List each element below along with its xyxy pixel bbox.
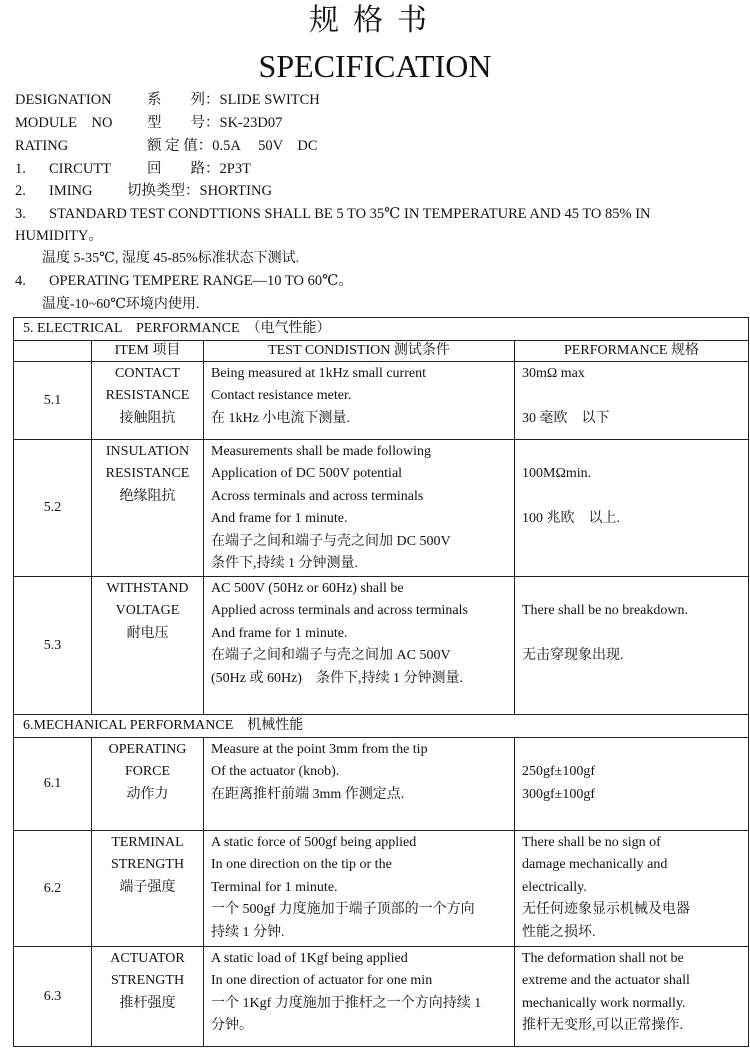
row-condition: Being measured at 1kHz small current Contact resistance meter. 在 1kHz 小电流下测量. [204, 362, 515, 440]
circuit-value: 2P3T [219, 161, 251, 177]
circuit-num: 1. [15, 161, 26, 177]
row-item: ACTUATOR STRENGTH 推杆强度 [92, 947, 204, 1047]
rating-value: 0.5A 50V DC [212, 138, 318, 154]
table-row [14, 947, 749, 1047]
circuit-label: CIRCUTT [49, 161, 112, 177]
item3-text: STANDARD TEST CONDTTIONS SHALL BE 5 TO 35℃ IN TEMPERATURE AND 45 TO 85% IN HUMIDITY。 [15, 206, 651, 244]
rating-row [15, 136, 318, 156]
row-number: 6.2 [14, 831, 92, 947]
timing-row [15, 181, 272, 201]
row-item: INSULATION RESISTANCE 绝缘阻抗 [92, 440, 204, 577]
title-chinese: 规格书 [309, 4, 441, 37]
table-header-row [14, 341, 749, 362]
performance-table [13, 317, 749, 1047]
row-performance: There shall be no breakdown. 无击穿现象出现. [515, 577, 749, 715]
item4-num: 4. [15, 273, 26, 289]
table-row [14, 738, 749, 831]
row-condition: AC 500V (50Hz or 60Hz) shall be Applied across terminals and across terminals And frame for 1 minute. 在端子之间和端子与壳之间加 AC 500V (50Hz 或 60Hz) 条件下,持续 1 分钟测量. [204, 577, 515, 715]
circuit-label-cn: 回 路： [147, 161, 220, 177]
row-number: 6.1 [14, 738, 92, 831]
row-number: 5.2 [14, 440, 92, 577]
row-item: TERMINAL STRENGTH 端子强度 [92, 831, 204, 947]
circuit-row [15, 159, 251, 179]
col-item-header: ITEM 项目 [92, 341, 204, 362]
item3-num: 3. [15, 206, 26, 222]
standard-test-conditions [15, 203, 735, 247]
row-item: CONTACT RESISTANCE 接触阻抗 [92, 362, 204, 440]
timing-num: 2. [15, 183, 26, 199]
module-label: MODULE NO [15, 115, 113, 131]
rating-label-cn: 额 定 值： [147, 138, 213, 154]
module-row [15, 113, 282, 133]
row-performance: 100MΩmin. 100 兆欧 以上. [515, 440, 749, 577]
module-value: SK-23D07 [219, 115, 283, 131]
row-condition: Measure at the point 3mm from the tip Of the actuator (knob). 在距离推杆前端 3mm 作测定点. [204, 738, 515, 831]
electrical-section-header: 5. ELECTRICAL PERFORMANCE （电气性能） [14, 318, 749, 341]
designation-value: SLIDE SWITCH [219, 92, 320, 108]
item4-text: OPERATING TEMPERE RANGE—10 TO 60℃。 [49, 273, 353, 289]
row-performance: 30mΩ max 30 毫欧 以下 [515, 362, 749, 440]
timing-value: SHORTING [199, 183, 272, 199]
table-row [14, 362, 749, 440]
col-performance-header: PERFORMANCE 规格 [515, 341, 749, 362]
table-row [14, 440, 749, 577]
module-label-cn: 型 号： [147, 115, 220, 131]
title-english: SPECIFICATION [258, 48, 492, 84]
row-condition: A static load of 1Kgf being applied In one direction of actuator for one min 一个 1Kgf 力度施加于推杆之一个方向持续 1 分钟。 [204, 947, 515, 1047]
row-performance: The deformation shall not be extreme and the actuator shall mechanically work normally. 推杆无变形,可以正常操作. [515, 947, 749, 1047]
mechanical-section-header: 6.MECHANICAL PERFORMANCE 机械性能 [14, 715, 749, 738]
table-row [14, 831, 749, 947]
row-condition: A static force of 500gf being applied In one direction on the tip or the Terminal for 1 minute. 一个 500gf 力度施加于端子顶部的一个方向 持续 1 分钟. [204, 831, 515, 947]
col-condition-header: TEST CONDISTION 测试条件 [204, 341, 515, 362]
row-performance: There shall be no sign of damage mechanically and electrically. 无任何迹象显示机械及电器 性能之损坏. [515, 831, 749, 947]
item3-note: 温度 5-35℃, 湿度 45-85%标准状态下测试. [42, 251, 300, 266]
designation-label: DESIGNATION [15, 92, 112, 108]
designation-label-cn: 系 列： [147, 92, 220, 108]
row-number: 5.3 [14, 577, 92, 715]
timing-label: IMING [49, 183, 93, 199]
row-item: WITHSTAND VOLTAGE 耐电压 [92, 577, 204, 715]
row-performance: 250gf±100gf 300gf±100gf [515, 738, 749, 831]
designation-row [15, 90, 320, 110]
operating-temperature-row [15, 271, 353, 291]
table-row [14, 577, 749, 715]
timing-label-cn: 切换类型： [127, 183, 200, 199]
row-number: 6.3 [14, 947, 92, 1047]
rating-label: RATING [15, 138, 69, 154]
row-number: 5.1 [14, 362, 92, 440]
item4-note: 温度-10~60℃环境内使用. [42, 297, 200, 312]
col-blank [14, 341, 92, 362]
row-item: OPERATING FORCE 动作力 [92, 738, 204, 831]
row-condition: Measurements shall be made following Application of DC 500V potential Across terminals and across terminals And frame for 1 minute. 在端子之间和端子与壳之间加 DC 500V 条件下,持续 1 分钟测量. [204, 440, 515, 577]
